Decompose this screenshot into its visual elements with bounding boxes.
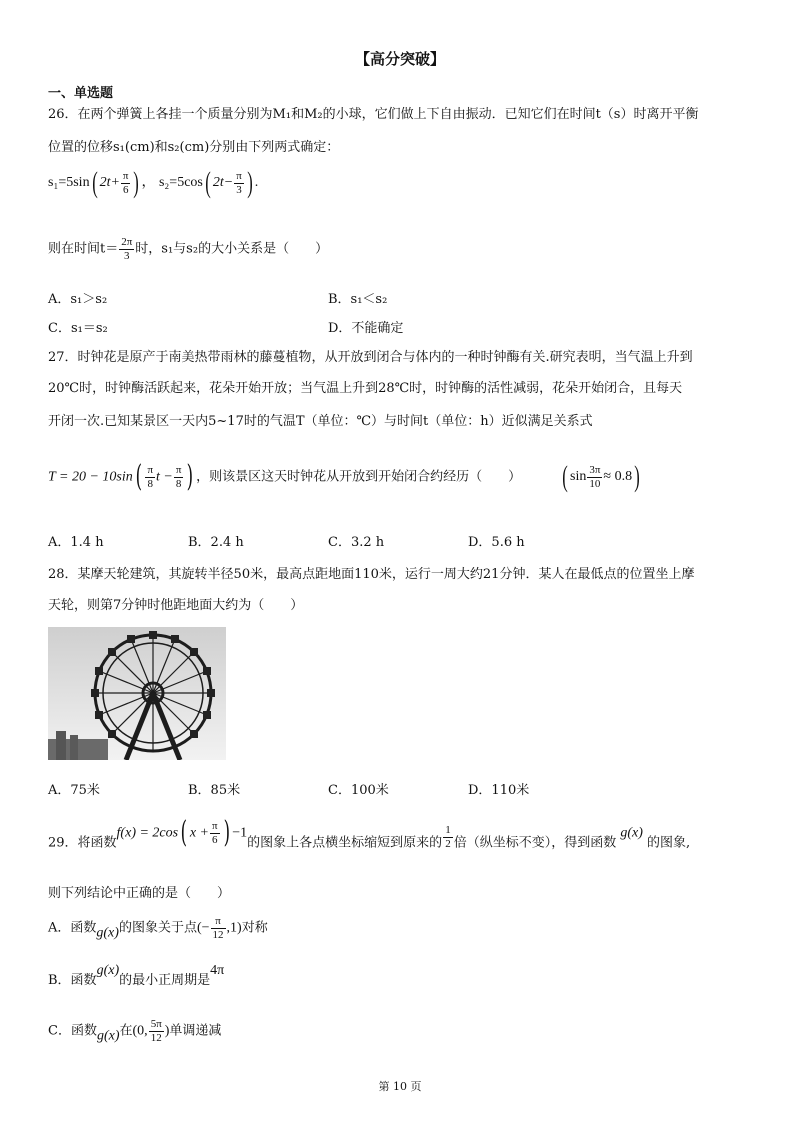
q27-option-c[interactable]: C．3.2 h	[328, 535, 385, 550]
q26-question: 则在时间t＝ $\frac{2\pi}{3}$ 时，s₁与s₂的大小关系是（ ）	[48, 236, 329, 262]
q29-stem: 29．将函数f(x) = 2cos( x + $\frac{\pi}{6}$ ) −1的图象上各点横坐标缩短到原来的 $\frac{1}{2}$ 倍（纵坐标不变），得到函数 g(x) 的图象,	[48, 815, 691, 851]
q26-line2: 位置的位移s₁(cm)和s₂(cm)分别由下列两式确定：	[48, 140, 340, 155]
section-heading: 一、单选题	[48, 86, 114, 101]
q27-option-a[interactable]: A．1.4 h	[48, 535, 104, 550]
q29-option-b[interactable]: B．函数g(x)的最小正周期是4π	[48, 963, 225, 988]
q29-a-fraction: $\frac{\pi}{12}$	[212, 915, 224, 941]
q27-hint-fraction: $\frac{3\pi}{10}$	[589, 463, 601, 490]
q26-f2-arg: 2t−	[212, 175, 234, 191]
q26-formulas: s₁=5sin( 2t+ $\frac{\pi}{6}$ ) ， s₂=5cos( 2t− $\frac{\pi}{3}$ ) .	[48, 166, 259, 199]
q27-line3: 开闭一次.已知某景区一天内5~17时的气温T（单位：℃）与时间t（单位：h）近似满足关系式	[48, 414, 593, 429]
q27-option-b[interactable]: B．2.4 h	[188, 535, 244, 550]
q27-hint: ( sin $\frac{3\pi}{10}$ ≈ 0.8)	[562, 460, 640, 493]
q27-line1: 27．时钟花是原产于南美热带雨林的藤蔓植物，从开放到闭合与体内的一种时钟酶有关.研究表明，当气温上升到	[48, 350, 693, 365]
q26-f1-prefix: s₁=5sin	[48, 175, 90, 191]
q26-f1-fraction: $\frac{\pi}{6}$	[122, 169, 129, 196]
q26-option-a[interactable]: A．s₁＞s₂	[48, 292, 108, 307]
page-title: 【高分突破】	[354, 50, 445, 68]
q26-option-d[interactable]: D．不能确定	[328, 321, 404, 336]
q27-option-d[interactable]: D．5.6 h	[468, 535, 525, 550]
q27-line2: 20℃时，时钟酶活跃起来，花朵开始开放；当气温上升到28℃时，时钟酶的活性减弱，花朵开始闭合，且每天	[48, 381, 683, 396]
q28-option-b[interactable]: B．85米	[188, 783, 241, 798]
q27-frac2: $\frac{\pi}{8}$	[175, 463, 182, 490]
q26-f1-arg: 2t+	[99, 175, 120, 191]
page-number: 第 10 页	[378, 1080, 422, 1093]
q29-f-fraction: $\frac{\pi}{6}$	[211, 819, 218, 846]
q26-line1: 26．在两个弹簧上各挂一个质量分别为M₁和M₂的小球，它们做上下自由振动．已知它们在时间t（s）时离开平衡	[48, 107, 699, 122]
q27-frac1: $\frac{\pi}{8}$	[147, 463, 154, 490]
q29-line2: 则下列结论中正确的是（ ）	[48, 886, 231, 901]
q29-option-a[interactable]: A．函数g(x)的图象关于点(− $\frac{\pi}{12}$ ,1)对称	[48, 915, 268, 941]
q26-time-fraction: $\frac{2\pi}{3}$	[121, 236, 133, 262]
ferris-wheel-photo	[48, 627, 226, 760]
q28-option-d[interactable]: D．110米	[468, 783, 530, 798]
q27-formula: T = 20 − 10sin( $\frac{\pi}{8}$ t − $\frac{\pi}{8}$ ) ，则该景区这天时钟花从开放到开始闭合约经历（ ）	[48, 459, 522, 494]
q26-option-c[interactable]: C．s₁＝s₂	[48, 321, 108, 336]
q29-c-fraction: $\frac{5\pi}{12}$	[150, 1018, 162, 1044]
q28-option-c[interactable]: C．100米	[328, 783, 389, 798]
q26-f2-fraction: $\frac{\pi}{3}$	[236, 169, 242, 196]
q28-line1: 28．某摩天轮建筑，其旋转半径50米，最高点距地面110米，运行一周大约21分钟．某人在最低点的位置坐上摩	[48, 567, 695, 582]
q26-f2-prefix: s₂=5cos	[158, 175, 203, 191]
q28-line2: 天轮，则第7分钟时他距地面大约为（ ）	[48, 598, 304, 613]
q29-option-c[interactable]: C．函数g(x)在(0, $\frac{5\pi}{12}$ )单调递减	[48, 1018, 222, 1044]
q26-option-b[interactable]: B．s₁＜s₂	[328, 292, 388, 307]
q28-option-a[interactable]: A．75米	[48, 783, 100, 798]
q29-half-fraction: $\frac{1}{2}$	[445, 823, 451, 850]
